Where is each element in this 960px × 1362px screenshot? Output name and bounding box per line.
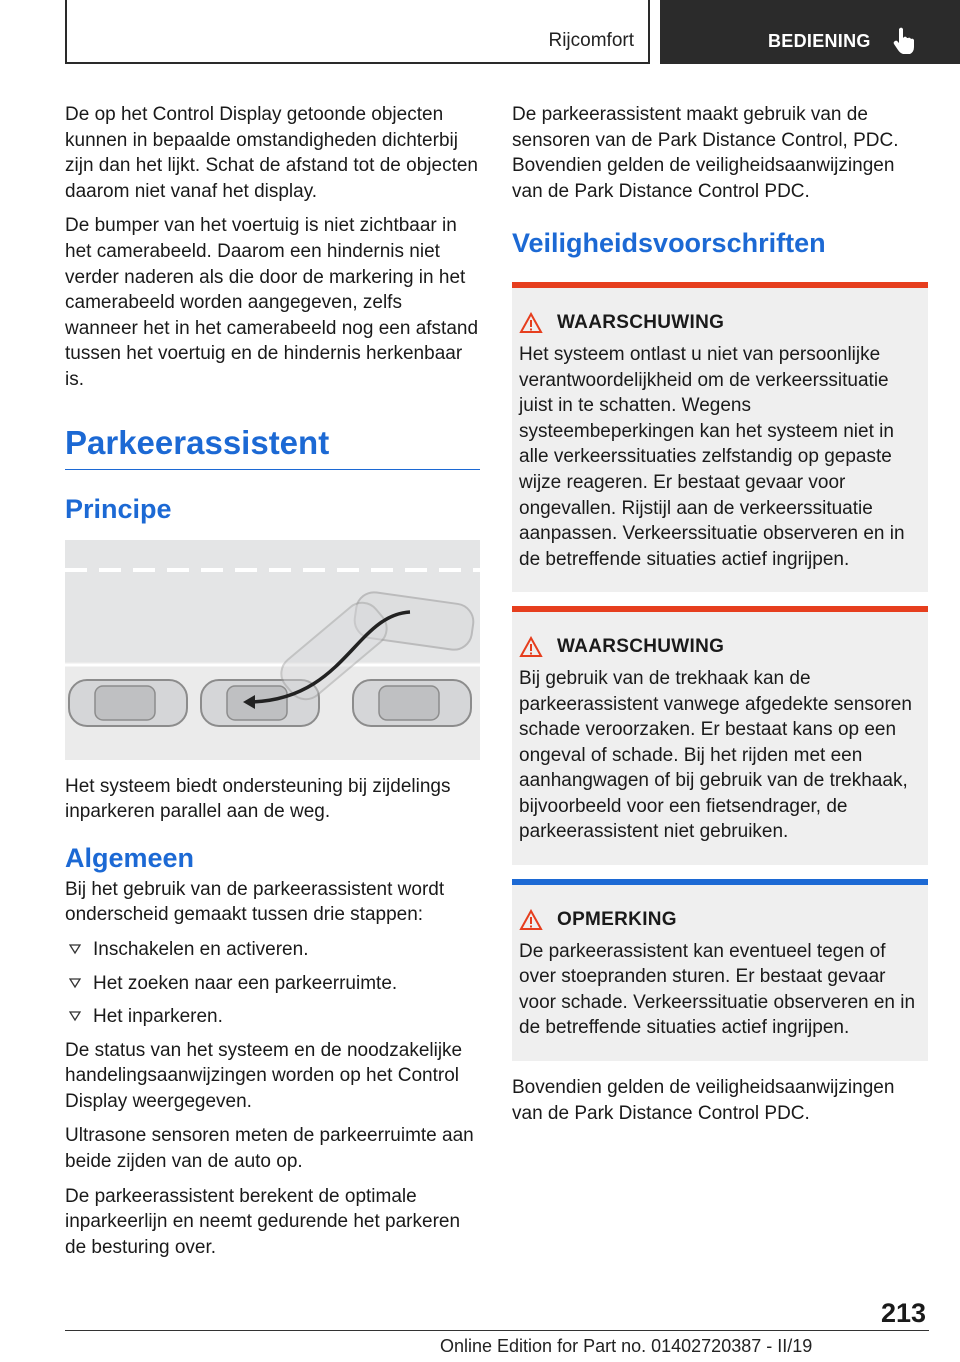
steps-list <box>65 937 480 1030</box>
warning-box <box>512 282 928 592</box>
car-icon <box>353 680 471 726</box>
paragraph: Bovendien gelden de veiligheidsaanwijzingen van de Park Distance Control PDC. <box>512 1077 895 1124</box>
right-column <box>512 102 928 1135</box>
paragraph: De bumper van het voertuig is niet zichtbaar in het camerabeeld. Daarom een hindernis niet verder naderen als die door de markering in het camerabeeld worden aangegeven, zelfs wanneer het in het camerabeeld nog een afstand tussen het voertuig en de hindernis herkenbaar is. <box>65 215 479 390</box>
parallel-parking-illustration <box>65 540 480 760</box>
warning-label: WAARSCHUWING <box>557 636 725 658</box>
left-column <box>65 102 480 1269</box>
warning-label: WAARSCHUWING <box>557 312 725 334</box>
list-item: Het zoeken naar een parkeerruimte. <box>65 971 480 997</box>
header-section-box <box>65 0 650 64</box>
illustration-caption: Het systeem biedt ondersteuning bij zijdelings inparkeren parallel aan de weg. <box>65 775 451 823</box>
paragraph: De parkeerassistent maakt gebruik van de sensoren van de Park Distance Control, PDC. Bovendien gelden de veiligheidsaanwijzingen van de Park Distance Control PDC. <box>512 104 899 202</box>
page-number: 213 <box>881 1298 927 1328</box>
paragraph: De status van het systeem en de noodzakelijke handelingsaanwijzingen worden op het Control Display weergegeven. <box>65 1039 463 1112</box>
car-icon <box>69 680 187 726</box>
warning-triangle-icon <box>519 909 543 931</box>
list-item: Inschakelen en activeren. <box>65 937 480 963</box>
triangle-bullet-icon <box>69 977 81 989</box>
paragraph: De parkeerassistent berekent de optimale inparkeerlijn en neemt gedurende het parkeren de besturing over. <box>65 1185 461 1258</box>
triangle-bullet-icon <box>69 1010 81 1022</box>
warning-text: Het systeem ontlast u niet van persoonlijke verantwoordelijkheid om de verkeerssituatie juist in te schatten. Wegens systeembeperkingen kan het systeem niet in alle verkeerssituaties zelfstandig op gepaste wijze reageren. Er bestaat gevaar voor ongevallen. Rijstijl aan de verkeerssituatie aanpassen. Verkeerssituatie observeren en in de betreffende situaties actief ingrijpen. <box>519 343 905 570</box>
hand-pointer-icon <box>892 26 916 54</box>
note-box <box>512 879 928 1061</box>
footer-edition: Online Edition for Part no. 01402720387 - II/19 <box>440 1336 813 1356</box>
heading-algemeen: Algemeen <box>65 842 195 873</box>
list-item: Het inparkeren. <box>65 1004 480 1030</box>
header-chapter-tab <box>660 0 960 64</box>
heading-principe: Principe <box>65 493 172 524</box>
warning-triangle-icon <box>519 636 543 658</box>
header-section-title: Rijcomfort <box>548 30 634 51</box>
note-label: OPMERKING <box>557 909 677 931</box>
note-text: De parkeerassistent kan eventueel tegen of over stoepranden sturen. Er bestaat gevaar voor schade. Verkeerssituatie observeren en in de betreffende situaties actief ingrijpen. <box>519 940 916 1039</box>
footer-divider <box>65 1330 929 1331</box>
warning-triangle-icon <box>519 312 543 334</box>
triangle-bullet-icon <box>69 943 81 955</box>
warning-text: Bij gebruik van de trekhaak kan de parkeerassistent vanwege afgedekte sensoren schade veroorzaken. Er bestaat kans op een ongeval of schade. Bij het rijden met een aanhangwagen of bij gebruik van de trekhaak, bijvoorbeeld voor een fietsendrager, de parkeerassistent niet gebruiken. <box>519 667 912 843</box>
paragraph: Bij het gebruik van de parkeerassistent wordt onderscheid gemaakt tussen drie stappen: <box>65 878 445 926</box>
heading-veiligheidsvoorschriften: Veiligheidsvoorschriften <box>512 228 826 259</box>
warning-box <box>512 606 928 865</box>
paragraph: Ultrasone sensoren meten de parkeerruimte aan beide zijden van de auto op. <box>65 1125 474 1173</box>
header-chapter-title: BEDIENING <box>768 31 871 51</box>
heading-parkeerassistent: Parkeerassistent <box>65 423 480 470</box>
paragraph: De op het Control Display getoonde objecten kunnen in bepaalde omstandigheden dichterbij zijn dan het lijkt. Schat de afstand tot de objecten daarom niet vanaf het display. <box>65 104 478 202</box>
